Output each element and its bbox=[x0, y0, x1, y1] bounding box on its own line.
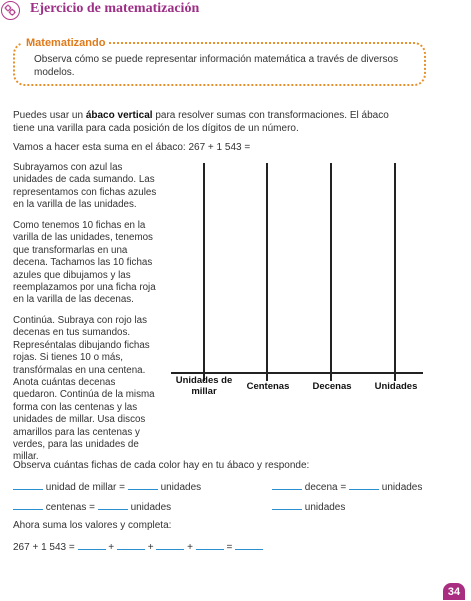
answer-blank[interactable] bbox=[13, 500, 43, 510]
sum-blank-decenas[interactable] bbox=[156, 540, 184, 550]
sum-blank-centenas[interactable] bbox=[117, 540, 145, 550]
answer-blank[interactable] bbox=[272, 480, 302, 490]
abacus-rod-unidades-de-millar bbox=[203, 163, 205, 381]
answer-blank[interactable] bbox=[272, 500, 302, 510]
intro-text-before: Puedes usar un bbox=[13, 110, 86, 121]
questions-prompt: Observa cuántas fichas de cada color hay en tu ábaco y responde: bbox=[13, 460, 310, 471]
abacus-label-unidades: Unidades bbox=[374, 381, 418, 392]
plus-sign: + bbox=[108, 542, 115, 553]
intro-bold-term: ábaco vertical bbox=[85, 110, 153, 121]
plus-sign: + bbox=[187, 542, 193, 553]
sum-equation bbox=[13, 540, 263, 553]
answer-blank[interactable] bbox=[128, 480, 158, 490]
plus-sign: + bbox=[147, 542, 154, 553]
sum-statement: Vamos a hacer esta suma en el ábaco: 267 + 1 543 = bbox=[13, 142, 251, 153]
label-unidades: unidades bbox=[304, 502, 346, 513]
abacus-rod-unidades bbox=[394, 163, 396, 381]
intro-text-after: para resolver sumas con transformaciones. El ábaco tiene una varilla para cada posición de los dígitos de un número. bbox=[13, 110, 389, 134]
answer-row-decena bbox=[272, 480, 422, 493]
sum-prompt: Ahora suma los valores y completa: bbox=[13, 520, 172, 531]
abacus-base bbox=[171, 372, 423, 374]
answer-blank[interactable] bbox=[13, 480, 43, 490]
label-decena: decena = bbox=[304, 482, 347, 493]
abacus-rod-centenas bbox=[266, 163, 268, 381]
answer-row-millar bbox=[13, 480, 201, 493]
header bbox=[0, 0, 471, 22]
sum-blank-unidades[interactable] bbox=[196, 540, 224, 550]
answer-blank[interactable] bbox=[98, 500, 128, 510]
answer-row-unidades bbox=[272, 500, 345, 513]
instruction-paragraph-3: Continúa. Subraya con rojo las decenas en tus sumandos. Represéntalas dibujando fichas rojas. Si tienes 10 o más, transfórmalas en una centena. Anota cuántas decenas quedaron. Continúa de la misma forma con las centenas y las unidades de millar. Usa discos amarillos para las centenas y verdes, para las unidades de millar. bbox=[13, 315, 155, 463]
label-unidades: unidades bbox=[130, 502, 172, 513]
callout-title: Matematizando bbox=[22, 37, 109, 49]
page-title: Ejercicio de matematización bbox=[30, 1, 200, 16]
abacus-diagram bbox=[168, 160, 430, 400]
abacus-rod-decenas bbox=[330, 163, 332, 381]
instruction-paragraph-2: Como tenemos 10 fichas en la varilla de las unidades, tenemos que transformarlas en una decena. Tachamos las 10 fichas azules que dibujamos y las reemplazamos por una ficha roja en la varilla de las decenas. bbox=[13, 220, 156, 306]
abacus-label-centenas: Centenas bbox=[246, 381, 290, 392]
sum-equation-start: 267 + 1 543 = bbox=[13, 542, 75, 553]
label-unidad-de-millar: unidad de millar = bbox=[45, 482, 125, 493]
instruction-paragraph-1: Subrayamos con azul las unidades de cada sumando. Las representamos con fichas azules en la varilla de las unidades. bbox=[13, 162, 157, 211]
intro-paragraph bbox=[13, 110, 393, 135]
sum-blank-unidades-de-millar[interactable] bbox=[78, 540, 106, 550]
answer-blank[interactable] bbox=[349, 480, 379, 490]
abacus-label-decenas: Decenas bbox=[312, 381, 352, 392]
label-centenas: centenas = bbox=[45, 502, 95, 513]
label-unidades: unidades bbox=[160, 482, 202, 493]
answer-row-centenas bbox=[13, 500, 171, 513]
abacus-label-unidades-de-millar: Unidades de millar bbox=[175, 375, 233, 397]
page-number: 34 bbox=[443, 583, 465, 600]
sum-blank-total[interactable] bbox=[235, 540, 263, 550]
callout-text: Observa cómo se puede representar información matemática a través de diversos modelos. bbox=[34, 54, 399, 78]
equals-sign: = bbox=[226, 542, 233, 553]
label-unidades: unidades bbox=[381, 482, 423, 493]
gears-icon bbox=[1, 1, 20, 20]
